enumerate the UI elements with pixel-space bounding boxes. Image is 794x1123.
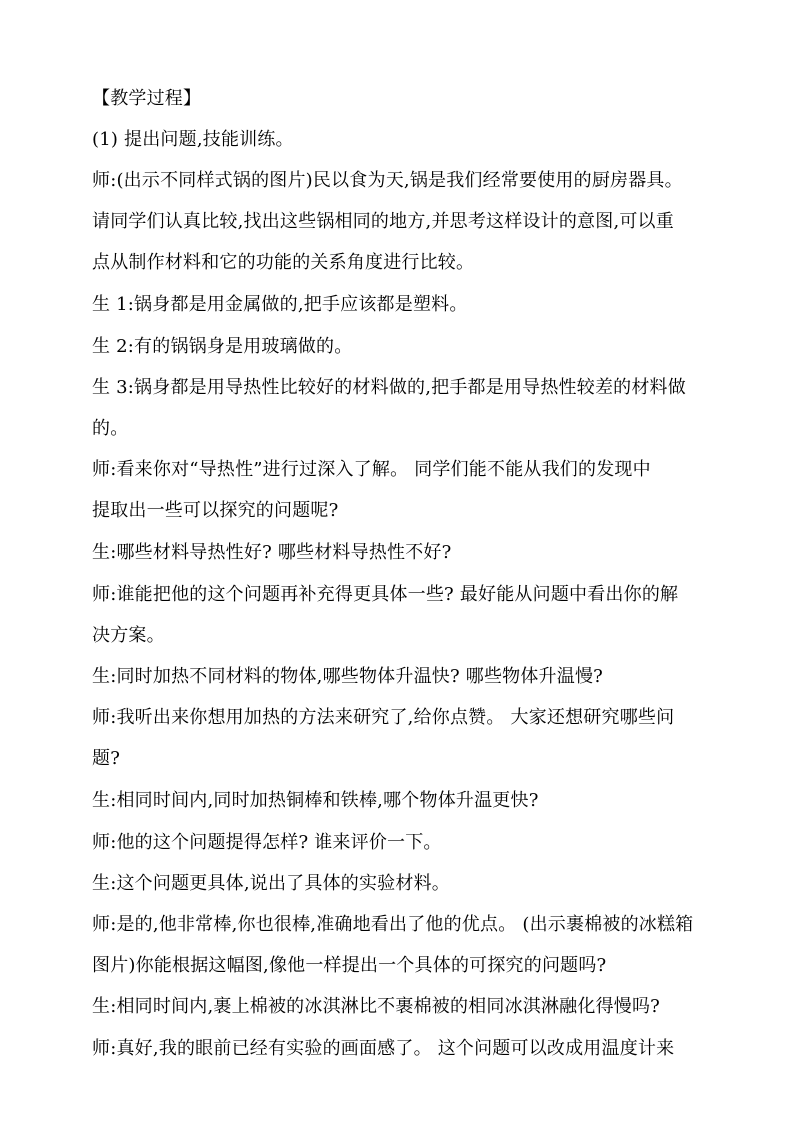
paragraph-line: 生 3:锅身都是用导热性比较好的材料做的,把手都是用导热性较差的材料做 — [92, 377, 686, 398]
paragraph-line: 请同学们认真比较,找出这些锅相同的地方,并思考这样设计的意图,可以重 — [92, 211, 674, 232]
paragraph-line: 师:真好,我的眼前已经有实验的画面感了。 这个问题可以改成用温度计来 — [92, 1038, 675, 1059]
paragraph-line: 师:是的,他非常棒,你也很棒,准确地看出了他的优点。 (出示裹棉被的冰糕箱 — [92, 914, 694, 935]
paragraph-line: 决方案。 — [92, 625, 165, 646]
paragraph-line: 提取出一些可以探究的问题呢? — [92, 500, 339, 521]
paragraph-line: 题? — [92, 748, 121, 769]
section-heading: 【教学过程】 — [92, 88, 202, 109]
paragraph-line: 生 1:锅身都是用金属做的,把手应该都是塑料。 — [92, 294, 468, 315]
paragraph-line: 生:同时加热不同材料的物体,哪些物体升温快? 哪些物体升温慢? — [92, 666, 604, 687]
paragraph-line: 点从制作材料和它的功能的关系角度进行比较。 — [92, 252, 475, 273]
paragraph-line: 师:我听出来你想用加热的方法来研究了,给你点赞。 大家还想研究哪些问 — [92, 707, 675, 728]
paragraph-line: 生:这个问题更具体,说出了具体的实验材料。 — [92, 873, 450, 894]
paragraph-line: 生:相同时间内,裹上棉被的冰淇淋比不裹棉被的相同冰淇淋融化得慢吗? — [92, 996, 661, 1017]
paragraph-line: 师:他的这个问题提得怎样? 谁来评价一下。 — [92, 832, 442, 853]
paragraph-line: 的。 — [92, 418, 129, 439]
paragraph-line: 师:看来你对“导热性”进行过深入了解。 同学们能不能从我们的发现中 — [92, 459, 651, 480]
paragraph-line: 师:(出示不同样式锅的图片)民以食为天,锅是我们经常要使用的厨房器具。 — [92, 170, 683, 191]
paragraph-line: 生 2:有的锅锅身是用玻璃做的。 — [92, 336, 353, 357]
paragraph-line: 生:相同时间内,同时加热铜棒和铁棒,哪个物体升温更快? — [92, 790, 539, 811]
paragraph-line: 图片)你能根据这幅图,像他一样提出一个具体的可探究的问题吗? — [92, 955, 607, 976]
paragraph-line: 师:谁能把他的这个问题再补充得更具体一些? 最好能从问题中看出你的解 — [92, 584, 679, 605]
step-heading: (1) 提出问题,技能训练。 — [92, 129, 294, 150]
paragraph-line: 生:哪些材料导热性好? 哪些材料导热性不好? — [92, 542, 452, 563]
